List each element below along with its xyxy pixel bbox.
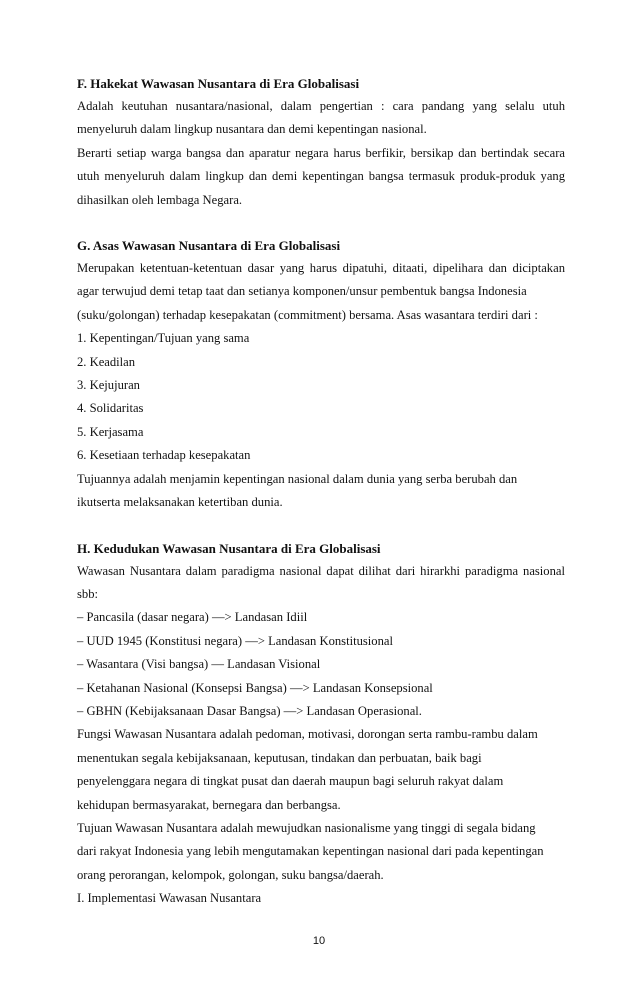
paragraph-line: orang perorangan, kelompok, golongan, suku bangsa/daerah. xyxy=(77,867,384,882)
paragraph-line: Tujuan Wawasan Nusantara adalah mewujudkan nasionalisme yang tinggi di segala bidang xyxy=(77,820,536,835)
list-item: 6. Kesetiaan terhadap kesepakatan xyxy=(77,448,251,463)
list-item: 1. Kepentingan/Tujuan yang sama xyxy=(77,331,250,346)
paragraph-line: I. Implementasi Wawasan Nusantara xyxy=(77,891,262,906)
list-item: 3. Kejujuran xyxy=(77,378,140,393)
list-item: 2. Keadilan xyxy=(77,354,136,369)
paragraph-line: penyelenggara negara di tingkat pusat dan daerah maupun bagi seluruh rakyat dalam xyxy=(77,774,504,789)
paragraph-line: Fungsi Wawasan Nusantara adalah pedoman, motivasi, dorongan serta rambu-rambu dalam xyxy=(77,727,538,742)
paragraph-line: dihasilkan oleh lembaga Negara. xyxy=(77,192,243,207)
paragraph-line: ikutserta melaksanakan ketertiban dunia. xyxy=(77,495,283,510)
paragraph-line: Wawasan Nusantara dalam paradigma nasional dapat dilihat dari hirarkhi paradigma nasional xyxy=(77,563,565,578)
list-item: – GBHN (Kebijaksanaan Dasar Bangsa) —> Landasan Operasional. xyxy=(77,703,422,718)
section-kedudukan xyxy=(77,537,565,911)
section-asas xyxy=(77,234,565,514)
list-item: 4. Solidaritas xyxy=(77,401,144,416)
section-heading: G. Asas Wawasan Nusantara di Era Globalisasi xyxy=(77,238,341,254)
paragraph-line: Adalah keutuhan nusantara/nasional, dalam pengertian : cara pandang yang selalu utuh xyxy=(77,99,565,113)
paragraph-line: sbb: xyxy=(77,586,98,601)
document-page xyxy=(77,72,565,933)
list-item: – Ketahanan Nasional (Konsepsi Bangsa) —> Landasan Konsepsional xyxy=(77,680,433,695)
page-number: 10 xyxy=(312,935,326,947)
list-item: – UUD 1945 (Konstitusi negara) —> Landasan Konstitusional xyxy=(77,633,393,648)
paragraph-line: agar terwujud demi tetap taat dan setianya komponen/unsur pembentuk bangsa Indonesia xyxy=(77,284,527,299)
list-item: 5. Kerjasama xyxy=(77,424,144,439)
paragraph-line: menentukan segala kebijaksanaan, keputusan, tindakan dan perbuatan, baik bagi xyxy=(77,750,482,765)
section-heading: H. Kedudukan Wawasan Nusantara di Era Globalisasi xyxy=(77,540,381,556)
paragraph-line: Tujuannya adalah menjamin kepentingan nasional dalam dunia yang serba berubah dan xyxy=(77,471,518,486)
list-item: – Wasantara (Visi bangsa) — Landasan Visional xyxy=(77,657,321,672)
section-heading: F. Hakekat Wawasan Nusantara di Era Globalisasi xyxy=(77,76,360,91)
paragraph-line: Merupakan ketentuan-ketentuan dasar yang harus dipatuhi, ditaati, dipelihara dan diciptakan xyxy=(77,261,565,276)
paragraph-line: menyeluruh dalam lingkup nusantara dan demi kepentingan nasional. xyxy=(77,122,427,137)
paragraph-line: Berarti setiap warga bangsa dan aparatur negara harus berfikir, bersikap dan bertindak secara xyxy=(77,145,565,160)
paragraph-line: (suku/golongan) terhadap kesepakatan (commitment) bersama. Asas wasantara terdiri dari : xyxy=(77,307,538,322)
list-item: – Pancasila (dasar negara) —> Landasan Idiil xyxy=(77,610,308,625)
paragraph-line: dari rakyat Indonesia yang lebih mengutamakan kepentingan nasional dari pada kepentingan xyxy=(77,844,544,859)
section-hakekat xyxy=(77,72,565,212)
paragraph-line: utuh menyeluruh dalam lingkup dan demi kepentingan bangsa termasuk produk-produk yang xyxy=(77,169,565,184)
paragraph-line: kehidupan bermasyarakat, bernegara dan berbangsa. xyxy=(77,797,341,812)
